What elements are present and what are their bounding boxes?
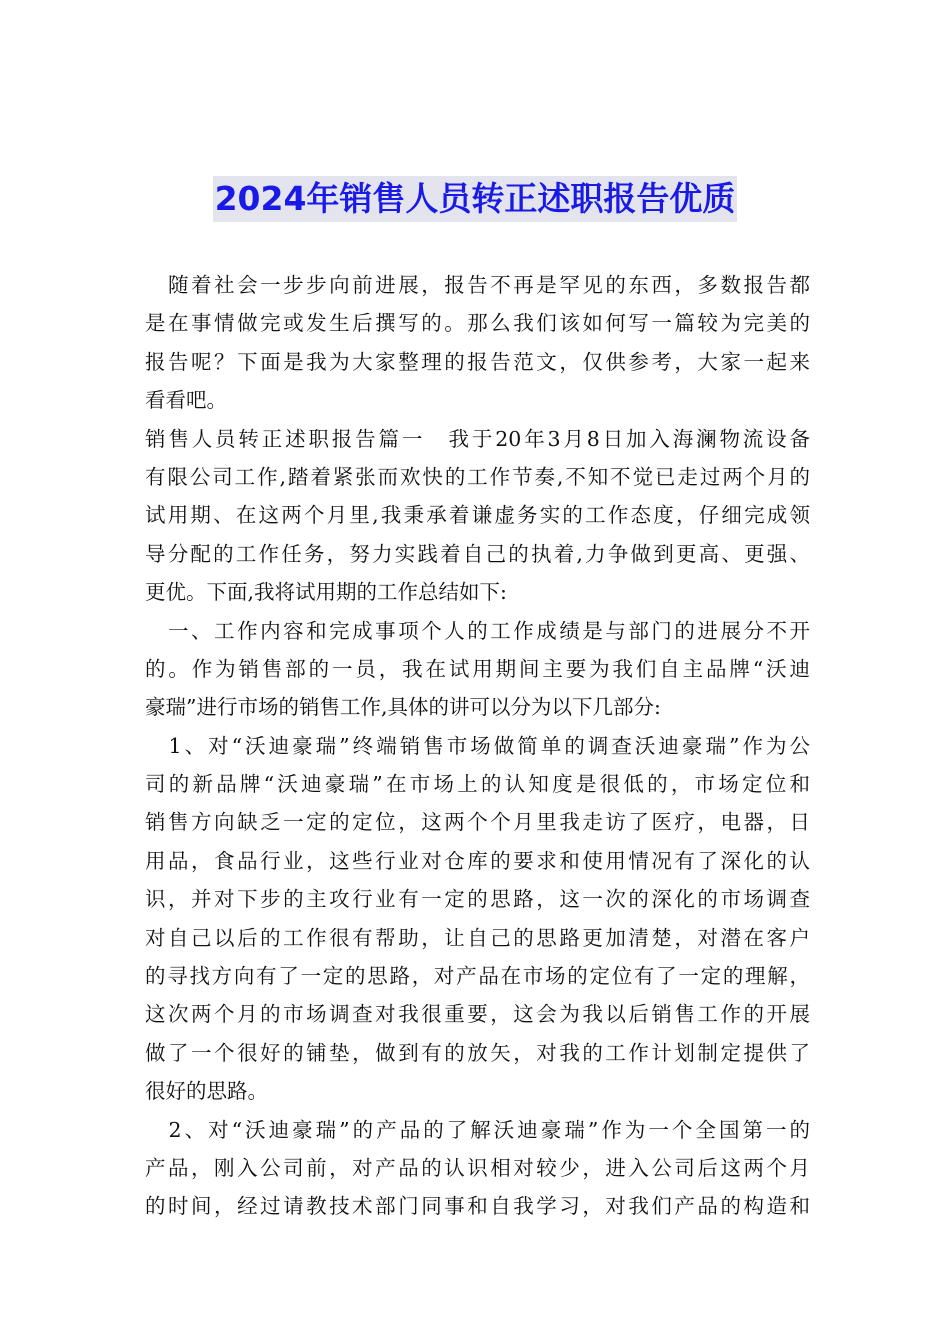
text-line: 一、工作内容和完成事项个人的工作成绩是与部门的进展分不开 [145,618,810,643]
text-line: 的。作为销售部的一员，我在试用期间主要为我们自主品牌“沃迪 [145,656,810,681]
text-line: 有限公司工作,踏着紧张而欢快的工作节奏,不知不觉已走过两个月的 [145,464,810,489]
text-line: 的时间，经过请教技术部门同事和自我学习，对我们产品的构造和 [145,1194,810,1219]
title-container [0,176,950,222]
text-line: 销售人员转正述职报告篇一 我于20年3月8日加入海澜物流设备 [145,426,810,451]
text-line: 对自己以后的工作很有帮助，让自己的思路更加清楚，对潜在客户 [145,925,810,950]
text-line: 报告呢？下面是我为大家整理的报告范文，仅供参考，大家一起来 [145,349,810,374]
document-title: 2024年销售人员转正述职报告优质 [213,176,738,222]
text-line: 试用期、在这两个月里,我秉承着谦虚务实的工作态度，仔细完成领 [145,503,810,528]
text-line: 销售方向缺乏一定的定位，这两个个月里我走访了医疗，电器，日 [145,810,810,835]
text-line: 2、对“沃迪豪瑞”的产品的了解沃迪豪瑞”作为一个全国第一的 [145,1117,810,1142]
text-line: 更优。下面,我将试用期的工作总结如下: [145,580,507,605]
document-body [145,266,810,1226]
text-line: 豪瑞”进行市场的销售工作,具体的讲可以分为以下几部分: [145,695,661,720]
text-line: 用品，食品行业，这些行业对仓库的要求和使用情况有了深化的认 [145,848,810,873]
text-line: 司的新品牌“沃迪豪瑞”在市场上的认知度是很低的，市场定位和 [145,772,810,797]
text-line: 产品，刚入公司前，对产品的认识相对较少，进入公司后这两个月 [145,1155,810,1180]
text-line: 导分配的工作任务，努力实践着自己的执着,力争做到更高、更强、 [145,541,810,566]
text-line: 识，并对下步的主攻行业有一定的思路，这一次的深化的市场调查 [145,887,810,912]
text-line: 看看吧。 [145,388,227,413]
text-line: 是在事情做完或发生后撰写的。那么我们该如何写一篇较为完美的 [145,311,810,336]
text-line: 这次两个月的市场调查对我很重要，这会为我以后销售工作的开展 [145,1002,810,1027]
text-line: 很好的思路。 [145,1079,268,1104]
text-line: 做了一个很好的铺垫，做到有的放矢，对我的工作计划制定提供了 [145,1040,810,1065]
text-line: 1、对“沃迪豪瑞”终端销售市场做简单的调查沃迪豪瑞”作为公 [145,733,810,758]
text-line: 随着社会一步步向前进展，报告不再是罕见的东西，多数报告都 [145,273,810,297]
text-line: 的寻找方向有了一定的思路，对产品在市场的定位有了一定的理解， [145,964,810,989]
